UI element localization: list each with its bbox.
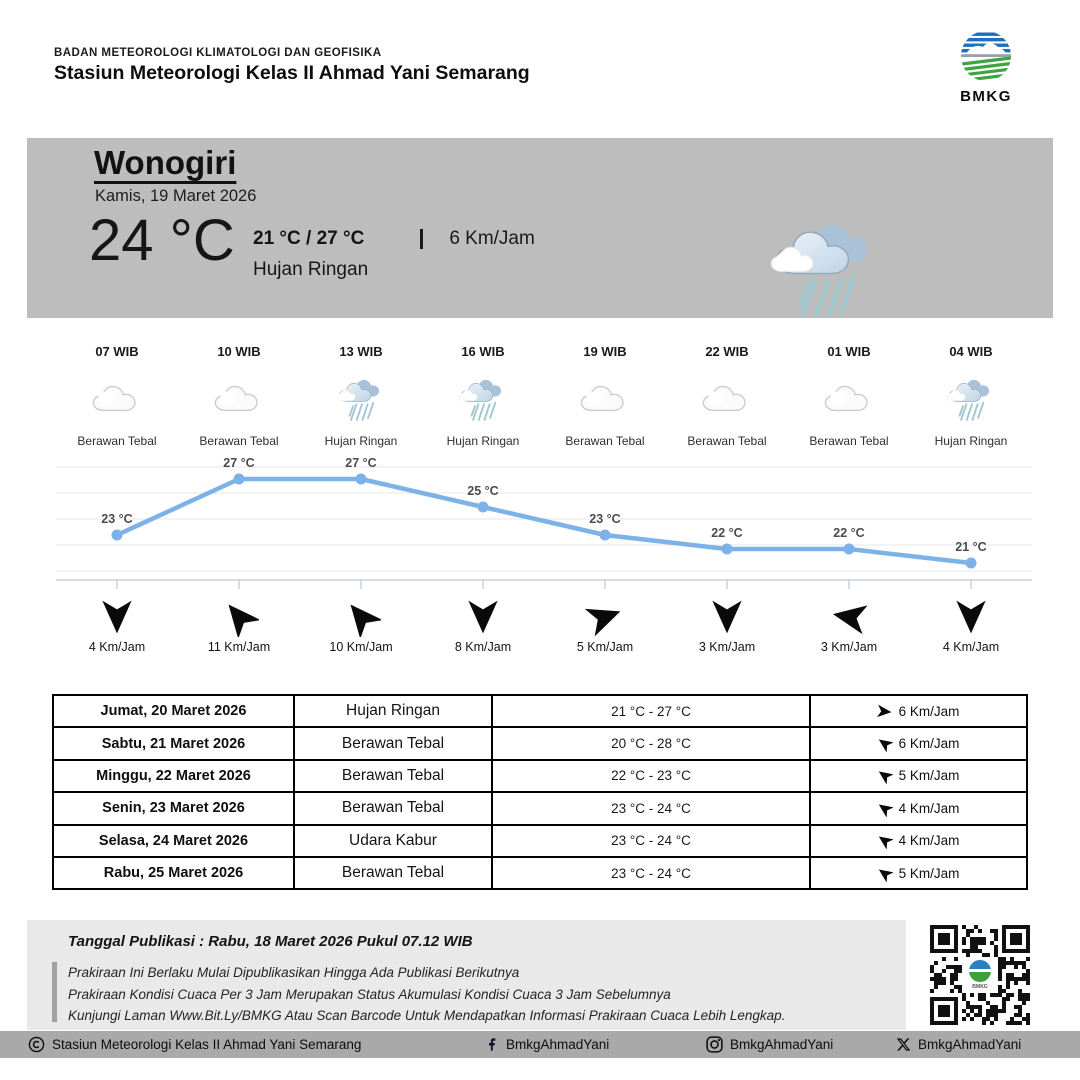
- current-condition: Hujan Ringan: [253, 259, 369, 280]
- wind-arrow: [56, 595, 178, 637]
- agency-name: BADAN METEOROLOGI KLIMATOLOGI DAN GEOFISIKA: [54, 47, 382, 59]
- table-row: [54, 728, 1026, 760]
- wind-column: [544, 595, 666, 654]
- wind-direction-icon: [876, 735, 893, 752]
- wind-direction-icon: [707, 597, 747, 637]
- table-row: [54, 696, 1026, 728]
- wind-direction-icon: [876, 800, 893, 817]
- hourly-condition: Berawan Tebal: [199, 434, 279, 448]
- table-cell-condition: Berawan Tebal: [295, 858, 493, 888]
- wind-speed-label: 8 Km/Jam: [454, 640, 512, 654]
- rain-cloud-icon: [945, 374, 997, 422]
- hourly-time: 22 WIB: [705, 344, 749, 359]
- table-cell-date: Sabtu, 21 Maret 2026: [54, 728, 295, 758]
- wind-direction-icon: [876, 767, 893, 784]
- table-cell-condition: Berawan Tebal: [295, 761, 493, 791]
- wind-arrow: [910, 595, 1032, 637]
- current-weather-banner: [27, 138, 1053, 318]
- wind-direction-icon: [829, 597, 869, 637]
- wind-arrow: [666, 595, 788, 637]
- current-wind-speed: 6 Km/Jam: [449, 228, 535, 249]
- separator-bar: [420, 229, 423, 249]
- hourly-column: [666, 344, 788, 448]
- footer-notes: [68, 962, 785, 1027]
- temp-min-max: 21 °C / 27 °C: [253, 228, 365, 249]
- wind-direction-icon: [585, 597, 625, 637]
- table-cell-temp-range: 22 °C - 23 °C: [493, 761, 811, 791]
- table-cell-date: Selasa, 24 Maret 2026: [54, 826, 295, 856]
- wind-speed-label: 3 Km/Jam: [698, 640, 756, 654]
- hourly-icon: [56, 370, 178, 426]
- wind-direction-icon: [951, 597, 991, 637]
- table-row: [54, 826, 1026, 858]
- instagram-icon: [706, 1036, 723, 1053]
- table-row: [54, 793, 1026, 825]
- table-cell-temp-range: 20 °C - 28 °C: [493, 728, 811, 758]
- station-name: Stasiun Meteorologi Kelas II Ahmad Yani Semarang: [54, 62, 530, 84]
- wind-arrow: [300, 595, 422, 637]
- hourly-time: 10 WIB: [217, 344, 261, 359]
- svg-text:23 °C: 23 °C: [589, 512, 621, 526]
- table-cell-condition: Berawan Tebal: [295, 728, 493, 758]
- hourly-condition: Berawan Tebal: [809, 434, 889, 448]
- wind-column: [300, 595, 422, 654]
- wind-arrow: [178, 595, 300, 637]
- footer-note-line: Prakiraan Kondisi Cuaca Per 3 Jam Merupakan Status Akumulasi Kondisi Cuaca 3 Jam Sebelumnya: [68, 986, 671, 1002]
- table-cell-temp-range: 23 °C - 24 °C: [493, 793, 811, 823]
- bmkg-logo-icon: [960, 30, 1012, 82]
- hourly-icon: [300, 370, 422, 426]
- table-cell-wind: 4 Km/Jam: [811, 793, 1024, 823]
- footer-note-line: Kunjungi Laman Www.Bit.Ly/BMKG Atau Scan Barcode Untuk Mendapatkan Informasi Prakiraan Cuaca Lebih Lengkap.: [68, 1008, 786, 1023]
- current-temperature: 24 °C: [89, 208, 235, 273]
- table-cell-temp-range: 21 °C - 27 °C: [493, 696, 811, 726]
- bmkg-logo: [946, 30, 1026, 105]
- svg-text:22 °C: 22 °C: [833, 526, 865, 540]
- footer: [27, 920, 1053, 1030]
- wind-arrow: [788, 595, 910, 637]
- table-cell-date: Senin, 23 Maret 2026: [54, 793, 295, 823]
- temperature-chart: [56, 452, 1032, 594]
- hourly-icon: [666, 370, 788, 426]
- hourly-condition: Berawan Tebal: [687, 434, 767, 448]
- rain-cloud-icon: [767, 211, 885, 320]
- wind-direction-icon: [463, 597, 503, 637]
- instagram-item: [706, 1031, 833, 1058]
- wind-speed-label: 11 Km/Jam: [207, 640, 271, 654]
- table-cell-temp-range: 23 °C - 24 °C: [493, 858, 811, 888]
- hourly-column: [422, 344, 544, 448]
- wind-column: [56, 595, 178, 654]
- cloud-icon: [577, 378, 633, 417]
- wind-speed-label: 5 Km/Jam: [576, 640, 634, 654]
- hourly-column: [178, 344, 300, 448]
- table-cell-temp-range: 23 °C - 24 °C: [493, 826, 811, 856]
- hourly-condition: Berawan Tebal: [77, 434, 157, 448]
- table-cell-condition: Hujan Ringan: [295, 696, 493, 726]
- table-cell-date: Rabu, 25 Maret 2026: [54, 858, 295, 888]
- wind-speed-label: 4 Km/Jam: [942, 640, 1000, 654]
- footer-note-line: Prakiraan Ini Berlaku Mulai Dipublikasikan Hingga Ada Publikasi Berikutnya: [68, 965, 520, 980]
- rain-cloud-icon: [335, 374, 387, 422]
- svg-text:21 °C: 21 °C: [955, 540, 987, 554]
- table-cell-condition: Berawan Tebal: [295, 793, 493, 823]
- wind-direction-icon: [876, 832, 893, 849]
- wind-direction-icon: [876, 703, 893, 720]
- forecast-table: [52, 694, 1028, 890]
- wind-column: [666, 595, 788, 654]
- hourly-column: [544, 344, 666, 448]
- wind-speed-label: 3 Km/Jam: [820, 640, 878, 654]
- table-cell-date: Jumat, 20 Maret 2026: [54, 696, 295, 726]
- wind-direction-icon: [876, 865, 893, 882]
- table-cell-wind: 6 Km/Jam: [811, 696, 1024, 726]
- svg-text:22 °C: 22 °C: [711, 526, 743, 540]
- hourly-time: 01 WIB: [827, 344, 871, 359]
- table-cell-wind: 4 Km/Jam: [811, 826, 1024, 856]
- cloud-icon: [699, 378, 755, 417]
- table-cell-wind: 5 Km/Jam: [811, 858, 1024, 888]
- hourly-condition: Hujan Ringan: [324, 434, 398, 448]
- hourly-icon: [910, 370, 1032, 426]
- table-cell-wind: 5 Km/Jam: [811, 761, 1024, 791]
- table-cell-wind: 6 Km/Jam: [811, 728, 1024, 758]
- hourly-time: 13 WIB: [339, 344, 383, 359]
- wind-column: [422, 595, 544, 654]
- bottom-bar: [0, 1031, 1080, 1058]
- location-title: Wonogiri: [94, 144, 237, 181]
- wind-arrow: [544, 595, 666, 637]
- hourly-column: [300, 344, 422, 448]
- hourly-forecast-row: [56, 344, 1032, 448]
- svg-text:27 °C: 27 °C: [223, 456, 255, 470]
- wind-column: [178, 595, 300, 654]
- svg-text:27 °C: 27 °C: [345, 456, 377, 470]
- facebook-handle: BmkgAhmadYani: [506, 1037, 610, 1052]
- cloud-icon: [211, 378, 267, 417]
- hourly-icon: [178, 370, 300, 426]
- instagram-handle: BmkgAhmadYani: [730, 1037, 834, 1052]
- current-weather-icon: [767, 211, 885, 325]
- cloud-icon: [821, 378, 877, 417]
- table-row: [54, 858, 1026, 888]
- hourly-condition: Berawan Tebal: [565, 434, 645, 448]
- wind-forecast-row: [56, 595, 1032, 654]
- wind-speed-label: 10 Km/Jam: [329, 640, 393, 654]
- wind-direction-icon: [219, 597, 259, 637]
- copyright-icon: [28, 1036, 45, 1053]
- rain-cloud-icon: [457, 374, 509, 422]
- table-cell-condition: Udara Kabur: [295, 826, 493, 856]
- bmkg-logo-label: BMKG: [960, 88, 1012, 105]
- qr-code: [906, 920, 1053, 1030]
- x-item: [896, 1031, 1021, 1058]
- hourly-time: 04 WIB: [949, 344, 993, 359]
- publication-date: Tanggal Publikasi : Rabu, 18 Maret 2026 Pukul 07.12 WIB: [68, 933, 473, 950]
- hourly-icon: [788, 370, 910, 426]
- footer-accent-bar: [52, 962, 57, 1022]
- svg-text:25 °C: 25 °C: [467, 484, 499, 498]
- wind-speed-label: 4 Km/Jam: [88, 640, 146, 654]
- hourly-icon: [422, 370, 544, 426]
- x-icon: [896, 1037, 911, 1052]
- facebook-icon: [484, 1036, 499, 1053]
- wind-direction-icon: [97, 597, 137, 637]
- x-handle: BmkgAhmadYani: [918, 1037, 1022, 1052]
- table-cell-date: Minggu, 22 Maret 2026: [54, 761, 295, 791]
- hourly-column: [56, 344, 178, 448]
- svg-text:23 °C: 23 °C: [101, 512, 133, 526]
- hourly-time: 19 WIB: [583, 344, 627, 359]
- facebook-item: [484, 1031, 609, 1058]
- wind-direction-icon: [341, 597, 381, 637]
- current-date: Kamis, 19 Maret 2026: [95, 187, 257, 205]
- table-row: [54, 761, 1026, 793]
- wind-column: [910, 595, 1032, 654]
- hourly-column: [788, 344, 910, 448]
- hourly-column: [910, 344, 1032, 448]
- hourly-condition: Hujan Ringan: [446, 434, 520, 448]
- wind-column: [788, 595, 910, 654]
- hourly-condition: Hujan Ringan: [934, 434, 1008, 448]
- wind-arrow: [422, 595, 544, 637]
- copyright-text: Stasiun Meteorologi Kelas II Ahmad Yani Semarang: [52, 1037, 362, 1052]
- hourly-time: 07 WIB: [95, 344, 139, 359]
- hourly-time: 16 WIB: [461, 344, 505, 359]
- cloud-icon: [89, 378, 145, 417]
- hourly-icon: [544, 370, 666, 426]
- copyright-item: [28, 1031, 361, 1058]
